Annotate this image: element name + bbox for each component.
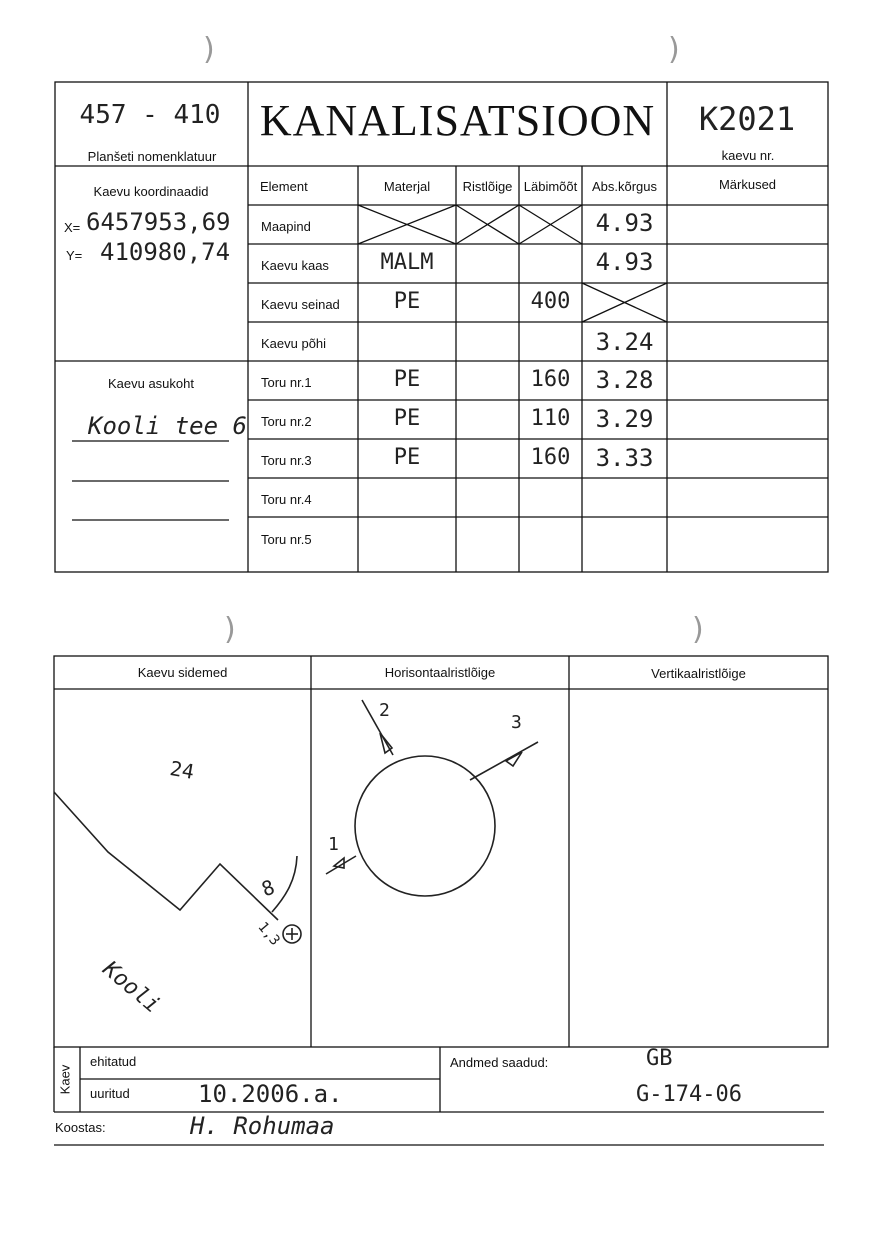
binder-hole-mark: ) bbox=[203, 32, 215, 67]
row-diameter-value: 110 bbox=[530, 406, 571, 431]
row-material-value: PE bbox=[393, 445, 421, 470]
ties-number: 24 bbox=[168, 756, 196, 784]
well-number-label: kaevu nr. bbox=[721, 148, 775, 163]
binder-hole-mark: ) bbox=[668, 32, 680, 67]
pipe-label-2: 2 bbox=[379, 700, 390, 721]
nomenclature-label: Planšeti nomenklatuur bbox=[87, 149, 217, 164]
horizontal-section-label: Horisontaalristlõige bbox=[384, 665, 496, 680]
row-material-value: MALM bbox=[380, 250, 434, 275]
row-element-label: Toru nr.2 bbox=[261, 414, 312, 429]
row-diameter-value: 160 bbox=[530, 367, 571, 392]
col-header-height: Abs.kõrgus bbox=[591, 179, 658, 194]
row-element-label: Toru nr.5 bbox=[261, 532, 312, 547]
row-diameter-value: 400 bbox=[530, 289, 571, 314]
location-label: Kaevu asukoht bbox=[107, 376, 194, 391]
row-height-value: 4.93 bbox=[595, 248, 654, 276]
row-diameter-value: 160 bbox=[530, 445, 571, 470]
row-material-value: PE bbox=[393, 367, 421, 392]
coordinate-x-prefix: X= bbox=[64, 220, 81, 235]
coordinate-y-value: 410980,74 bbox=[100, 238, 231, 266]
compiled-by-label: Koostas: bbox=[55, 1120, 106, 1135]
binder-hole-mark: ) bbox=[224, 612, 236, 647]
data-received-value-1: GB bbox=[646, 1046, 673, 1071]
ties-distance-13: 1,3 bbox=[254, 919, 283, 949]
location-value: Kooli tee 6 bbox=[88, 412, 247, 440]
col-header-notes: Märkused bbox=[718, 177, 777, 192]
well-number-value: K2021 bbox=[698, 100, 796, 138]
row-material-value: PE bbox=[393, 406, 421, 431]
row-height-value: 3.24 bbox=[595, 328, 654, 356]
data-received-value-2: G-174-06 bbox=[636, 1082, 742, 1107]
coordinates-label: Kaevu koordinaadid bbox=[93, 184, 209, 199]
col-header-element: Element bbox=[260, 179, 308, 194]
row-element-label: Toru nr.4 bbox=[261, 492, 312, 507]
surveyed-label: uuritud bbox=[90, 1086, 130, 1101]
ties-distance-8: 8 bbox=[258, 874, 278, 902]
kaev-label: Kaev bbox=[57, 1064, 73, 1095]
pipe-label-1: 1 bbox=[328, 834, 339, 855]
surveyed-value: 10.2006.a. bbox=[198, 1080, 343, 1108]
row-height-value: 3.29 bbox=[595, 405, 654, 433]
col-header-section: Ristlõige bbox=[462, 179, 513, 194]
row-element-label: Kaevu kaas bbox=[261, 258, 329, 273]
pipe-label-3: 3 bbox=[511, 712, 522, 733]
ties-street-name: Kooli bbox=[97, 956, 165, 1019]
col-header-material: Materjal bbox=[383, 179, 431, 194]
row-material-value: PE bbox=[393, 289, 421, 314]
ties-label: Kaevu sidemed bbox=[137, 665, 228, 680]
data-received-label: Andmed saadud: bbox=[450, 1055, 549, 1070]
row-element-label: Maapind bbox=[261, 219, 311, 234]
row-element-label: Kaevu põhi bbox=[261, 336, 327, 351]
vertical-section-label: Vertikaalristlõige bbox=[651, 666, 746, 681]
horizontal-section-sketch bbox=[326, 700, 538, 896]
row-element-label: Toru nr.3 bbox=[261, 453, 312, 468]
page-title: KANALISATSIOON bbox=[259, 96, 656, 145]
coordinate-y-prefix: Y= bbox=[66, 248, 83, 263]
coordinate-x-value: 6457953,69 bbox=[86, 208, 231, 236]
row-height-value: 3.28 bbox=[595, 366, 654, 394]
row-element-label: Kaevu seinad bbox=[261, 297, 340, 312]
binder-hole-mark: ) bbox=[692, 612, 704, 647]
nomenclature-value: 457 - 410 bbox=[79, 100, 221, 130]
row-height-value: 4.93 bbox=[595, 209, 654, 237]
compiled-by-value: H. Rohumaa bbox=[190, 1112, 335, 1140]
row-element-label: Toru nr.1 bbox=[261, 375, 312, 390]
col-header-diameter: Läbimõõt bbox=[523, 179, 578, 194]
built-label: ehitatud bbox=[90, 1054, 137, 1069]
row-height-value: 3.33 bbox=[595, 444, 654, 472]
